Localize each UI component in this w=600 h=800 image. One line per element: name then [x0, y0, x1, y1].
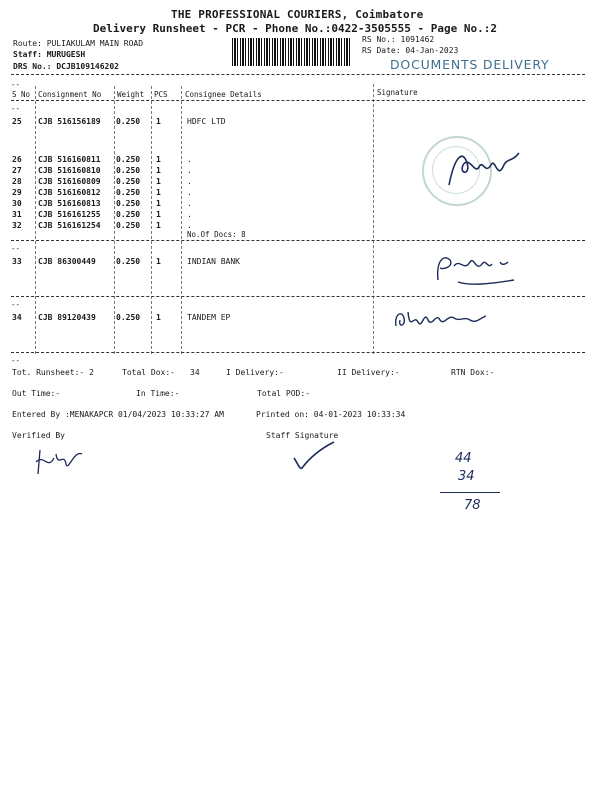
divider: [11, 296, 585, 297]
handwritten-number: 34: [458, 469, 475, 484]
row-consignment: CJB 516160811: [38, 155, 101, 164]
row-weight: 0.250: [116, 221, 141, 230]
row-sno: 33: [12, 257, 22, 266]
row-consignee: .: [187, 210, 192, 219]
row-sno: 29: [12, 188, 22, 197]
row-consignment: CJB 516160810: [38, 166, 101, 175]
row-consignee: TANDEM EP: [187, 313, 231, 322]
drs-number: DRS No.: DCJB109146202: [13, 62, 119, 71]
row-pcs: 1: [156, 177, 161, 186]
separator-mark: --: [11, 80, 21, 89]
row-consignee: .: [187, 188, 192, 197]
verified-by: Verified By: [12, 431, 65, 440]
total-dox-value: 34: [190, 368, 200, 377]
col-consignment: Consignment No: [38, 90, 102, 99]
col-signature: Signature: [377, 88, 418, 97]
staff-label: Staff: MURUGESH: [13, 50, 86, 59]
col-separator: [151, 86, 152, 354]
divider: [11, 100, 585, 101]
total-pod: Total POD:-: [257, 389, 310, 398]
out-time: Out Time:-: [12, 389, 61, 398]
row-weight: 0.250: [116, 166, 141, 175]
col-pcs: PCS: [154, 90, 168, 99]
row-consignee: HDFC LTD: [187, 117, 226, 126]
separator-mark: --: [11, 356, 21, 365]
row-pcs: 1: [156, 166, 161, 175]
row-pcs: 1: [156, 117, 161, 126]
row-consignee: .: [187, 166, 192, 175]
entered-by: Entered By :MENAKAPCR 01/04/2023 10:33:27 AM: [12, 410, 224, 419]
row-consignee: .: [187, 221, 192, 230]
staff-signature-mark: [290, 440, 340, 474]
staff-signature-label: Staff Signature: [266, 431, 339, 440]
row-consignment: CJB 516160809: [38, 177, 101, 186]
in-time: In Time:-: [136, 389, 180, 398]
separator-mark: --: [11, 300, 21, 309]
row-consignment: CJB 516156189: [38, 117, 101, 126]
col-separator: [181, 86, 182, 354]
total-dox-label: Total Dox:-: [122, 368, 175, 377]
row-consignment: CJB 516161254: [38, 221, 101, 230]
col-sno: S No: [12, 90, 31, 99]
handwritten-total: 78: [464, 498, 481, 513]
runsheet-subtitle: Delivery Runsheet - PCR - Phone No.:0422-3505555 - Page No.:2: [93, 22, 497, 35]
sum-line: [440, 492, 500, 493]
separator-mark: --: [11, 104, 21, 113]
divider: [11, 352, 585, 353]
row-sno: 26: [12, 155, 22, 164]
indian-bank-signature: [430, 250, 520, 290]
row-consignment: CJB 516160813: [38, 199, 101, 208]
col-weight: Weight: [117, 90, 145, 99]
printed-on: Printed on: 04-01-2023 10:33:34: [256, 410, 406, 419]
col-consignee: Consignee Details: [185, 90, 262, 99]
barcode: [232, 38, 352, 66]
row-pcs: 1: [156, 257, 161, 266]
route-label: Route: PULIAKULAM MAIN ROAD: [13, 39, 144, 48]
documents-delivery-stamp: DOCUMENTS DELIVERY: [390, 57, 550, 72]
row-consignee: .: [187, 155, 192, 164]
row-pcs: 1: [156, 313, 161, 322]
row-pcs: 1: [156, 210, 161, 219]
row-sno: 27: [12, 166, 22, 175]
rs-date: RS Date: 04-Jan-2023: [362, 46, 459, 55]
row-weight: 0.250: [116, 210, 141, 219]
row-weight: 0.250: [116, 199, 141, 208]
row-pcs: 1: [156, 221, 161, 230]
tandem-signature: [390, 302, 490, 338]
row-sno: 31: [12, 210, 22, 219]
row-pcs: 1: [156, 188, 161, 197]
row-weight: 0.250: [116, 188, 141, 197]
row-weight: 0.250: [116, 313, 141, 322]
tot-runsheet: Tot. Runsheet:- 2: [12, 368, 94, 377]
i-delivery: I Delivery:-: [226, 368, 284, 377]
row-weight: 0.250: [116, 177, 141, 186]
row-weight: 0.250: [116, 155, 141, 164]
row-consignment: CJB 89120439: [38, 313, 96, 322]
company-title: THE PROFESSIONAL COURIERS, Coimbatore: [171, 8, 424, 21]
row-weight: 0.250: [116, 257, 141, 266]
row-sno: 30: [12, 199, 22, 208]
col-separator: [114, 86, 115, 354]
rtn-dox: RTN Dox:-: [451, 368, 495, 377]
row-sno: 28: [12, 177, 22, 186]
row-pcs: 1: [156, 199, 161, 208]
row-sno: 32: [12, 221, 22, 230]
rs-number: RS No.: 1091462: [362, 35, 435, 44]
ii-delivery: II Delivery:-: [337, 368, 400, 377]
receiver-signature: [445, 145, 525, 195]
row-sno: 34: [12, 313, 22, 322]
row-consignee: INDIAN BANK: [187, 257, 240, 266]
row-weight: 0.250: [116, 117, 141, 126]
row-consignment: CJB 86300449: [38, 257, 96, 266]
handwritten-number: 44: [455, 451, 472, 466]
no-of-docs: No.Of Docs: 8: [187, 230, 246, 239]
row-pcs: 1: [156, 155, 161, 164]
verified-signature: [30, 444, 90, 480]
row-consignment: CJB 516161255: [38, 210, 101, 219]
row-consignee: .: [187, 199, 192, 208]
divider: [11, 74, 585, 75]
col-separator: [373, 84, 374, 354]
row-consignment: CJB 516160812: [38, 188, 101, 197]
separator-mark: --: [11, 244, 21, 253]
divider: [11, 240, 585, 241]
row-consignee: .: [187, 177, 192, 186]
row-sno: 25: [12, 117, 22, 126]
col-separator: [35, 86, 36, 354]
